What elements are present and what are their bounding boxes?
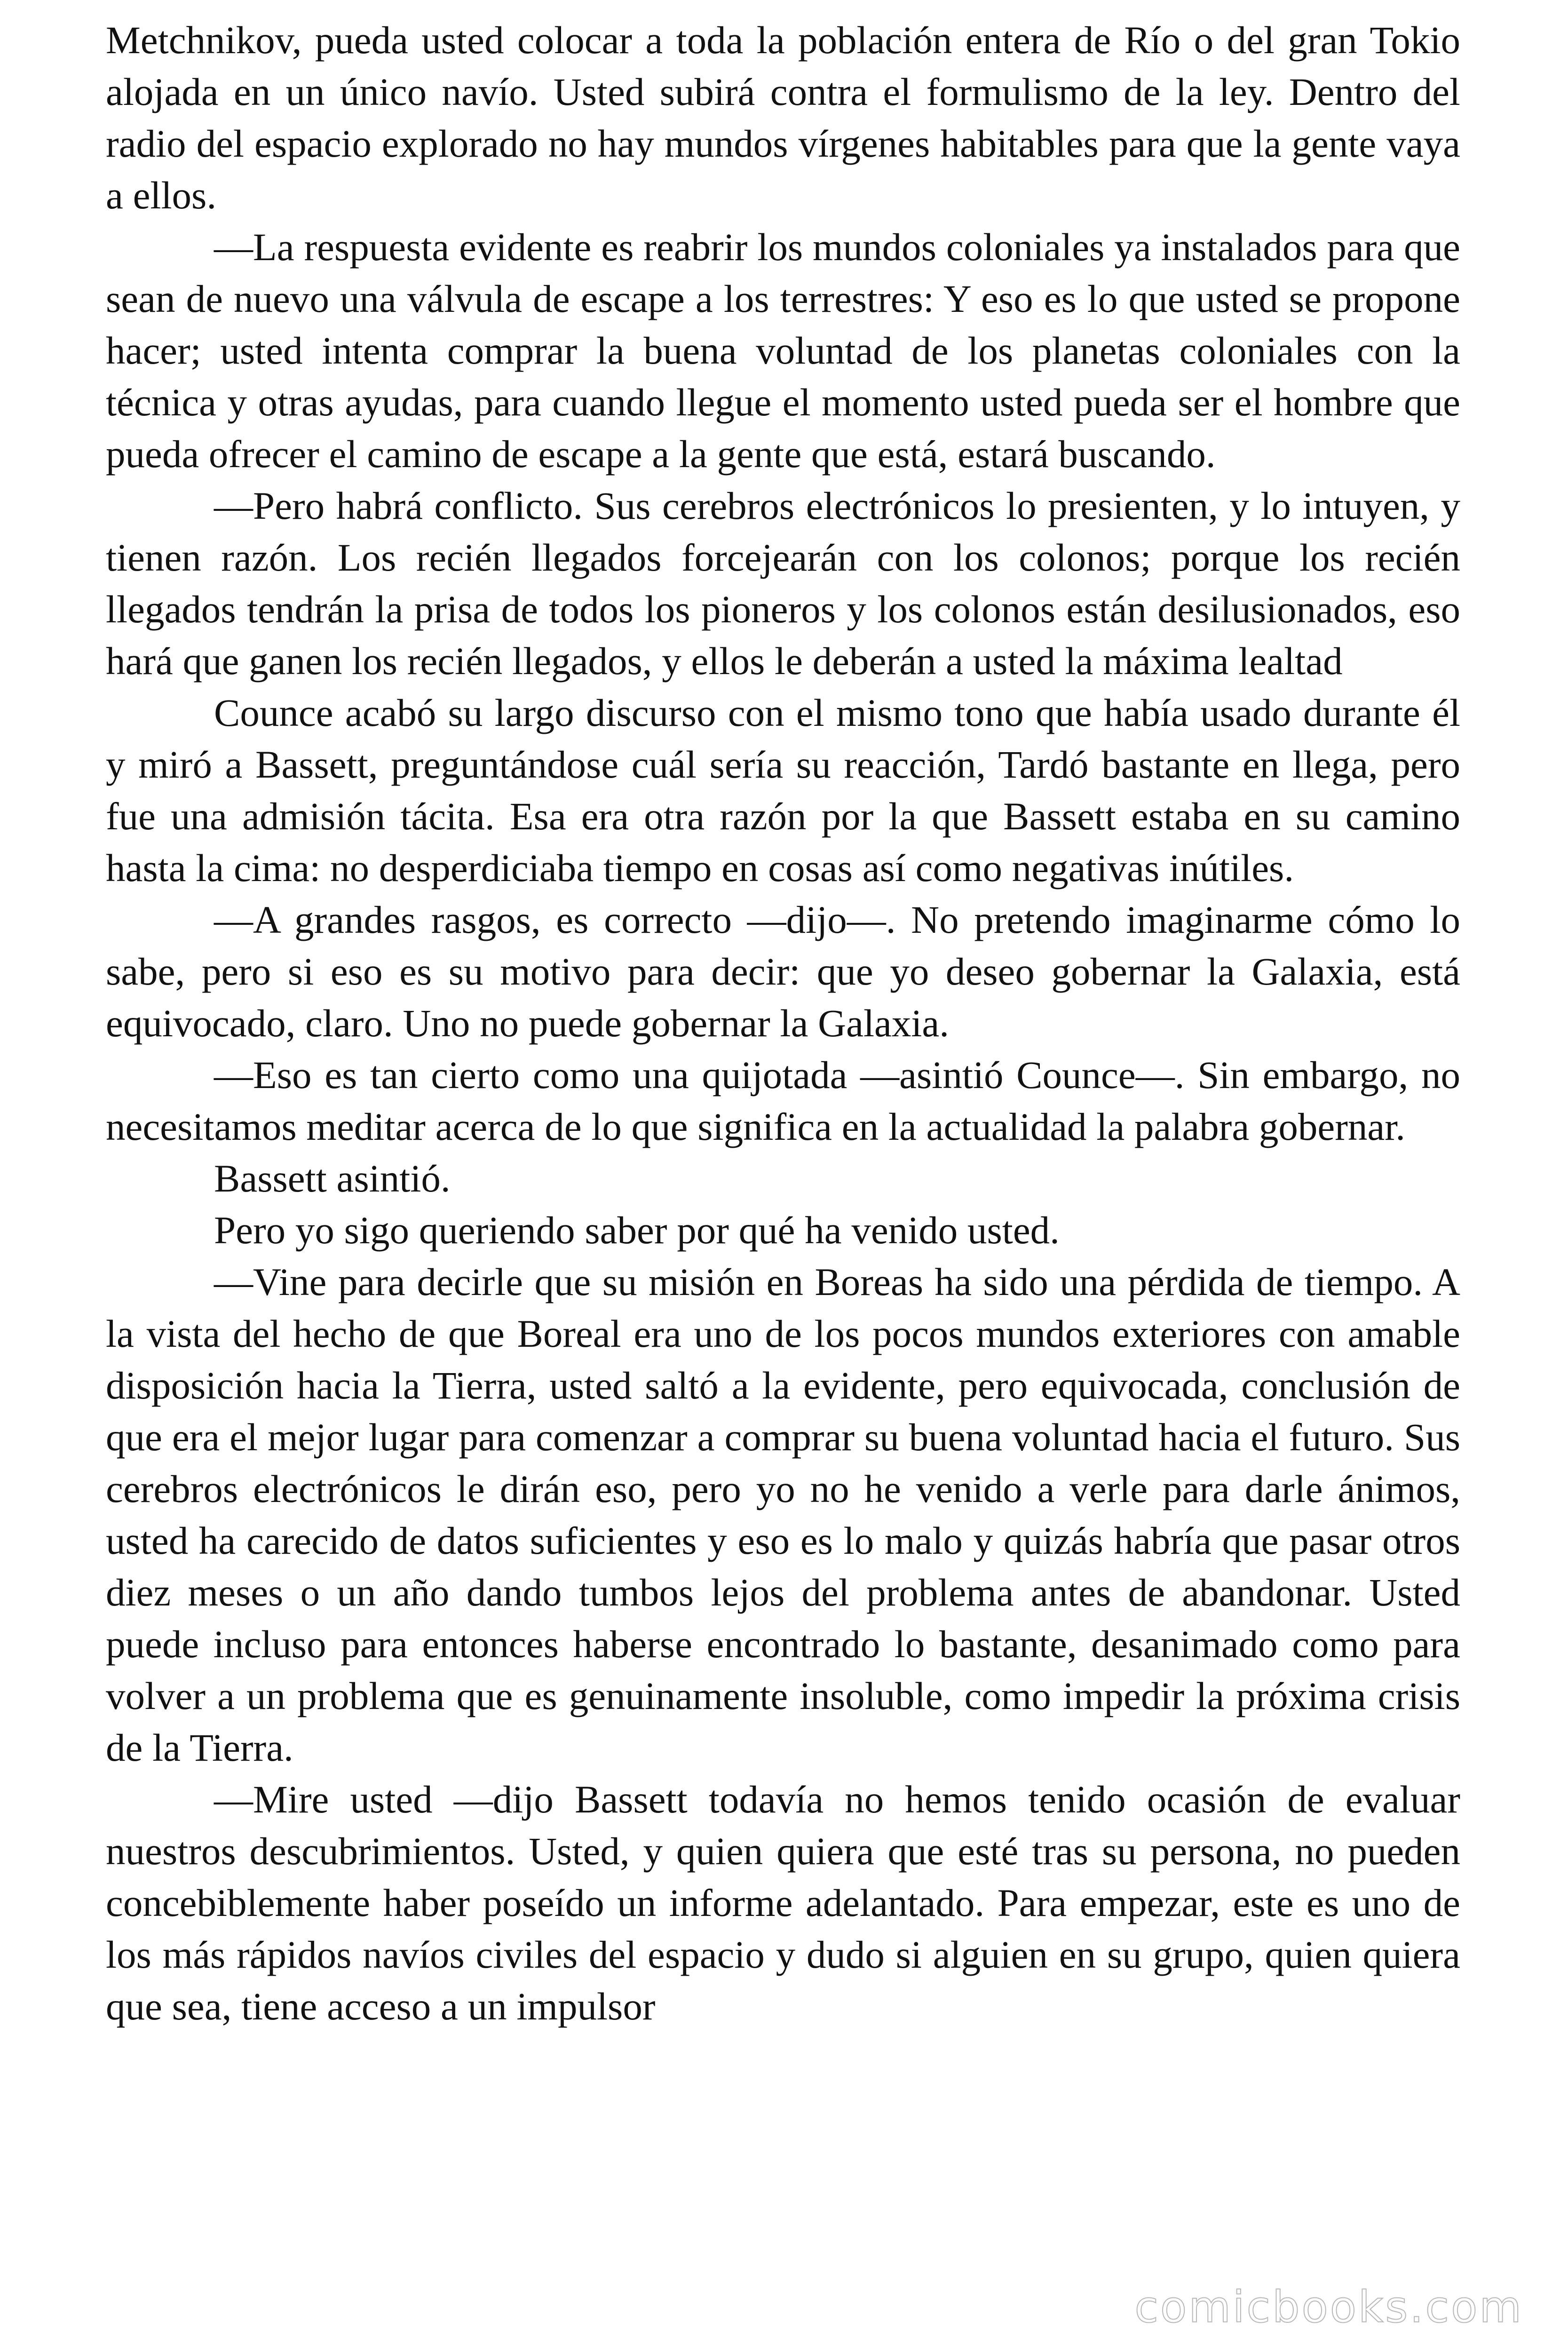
watermark: comicbooks.com [1134,2282,1523,2332]
body-text [106,14,1460,2032]
paragraph-2: —La respuesta evidente es reabrir los mundos coloniales ya instalados para que sean de nuevo una válvula de escape a los terrestres: Y eso es lo que usted se propone hacer; usted intenta comprar la buena voluntad de los planetas coloniales con la técnica y otras ayudas, para cuando llegue el momento usted pueda ser el hombre que pueda ofrecer el camino de escape a la gente que está, estará buscando. [106,225,1460,476]
paragraph-1: Metchnikov, pueda usted colocar a toda la población entera de Río o del gran Tokio alojada en un único navío. Usted subirá contra el formulismo de la ley. Dentro del radio del espacio explorado no hay mundos vírgenes habitables para que la gente vaya a ellos. [106,18,1460,217]
paragraph-4: Counce acabó su largo discurso con el mismo tono que había usado durante él y miró a Bassett, preguntándose cuál sería su reacción, Tardó bastante en llega, pero fue una admisión tácita. Esa era otra razón por la que Bassett estaba en su camino hasta la cima: no desperdiciaba tiempo en cosas así como negativas inútiles. [106,691,1460,890]
paragraph-8: Pero yo sigo queriendo saber por qué ha venido usted. [214,1208,1060,1252]
paragraph-9: —Vine para decirle que su misión en Boreas ha sido una pérdida de tiempo. A la vista del hecho de que Boreal era uno de los pocos mundos exteriores con amable disposición hacia la Tierra, usted saltó a la evidente, pero equivocada, conclusión de que era el mejor lugar para comenzar a comprar su buena voluntad hacia el futuro. Sus cerebros electrónicos le dirán eso, pero yo no he venido a verle para darle ánimos, usted ha carecido de datos suficientes y eso es lo malo y quizás habría que pasar otros diez meses o un año dando tumbos lejos del problema antes de abandonar. Usted puede incluso para entonces haberse encontrado lo bastante, desanimado como para volver a un problema que es genuinamente insoluble, como impedir la próxima crisis de la Tierra. [106,1260,1460,1769]
paragraph-3: —Pero habrá conflicto. Sus cerebros electrónicos lo presienten, y lo intuyen, y tienen razón. Los recién llegados forcejearán con los colonos; porque los recién llegados tendrán la prisa de todos los pioneros y los colonos están desilusionados, eso hará que ganen los recién llegados, y ellos le deberán a usted la máxima lealtad [106,484,1460,683]
paragraph-10: —Mire usted —dijo Bassett todavía no hemos tenido ocasión de evaluar nuestros descubrimientos. Usted, y quien quiera que esté tras su persona, no pueden concebiblemente haber poseído un informe adelantado. Para empezar, este es uno de los más rápidos navíos civiles del espacio y dudo si alguien en su grupo, quien quiera que sea, tiene acceso a un impulsor [106,1778,1460,2028]
paragraph-7: Bassett asintió. [214,1157,451,1200]
paragraph-5: —A grandes rasgos, es correcto —dijo—. No pretendo imaginarme cómo lo sabe, pero si eso es su motivo para decir: que yo deseo gobernar la Galaxia, está equivocado, claro. Uno no puede gobernar la Galaxia. [106,898,1460,1045]
paragraph-6: —Eso es tan cierto como una quijotada —asintió Counce—. Sin embargo, no necesitamos meditar acerca de lo que significa en la actualidad la palabra gobernar. [106,1053,1460,1148]
